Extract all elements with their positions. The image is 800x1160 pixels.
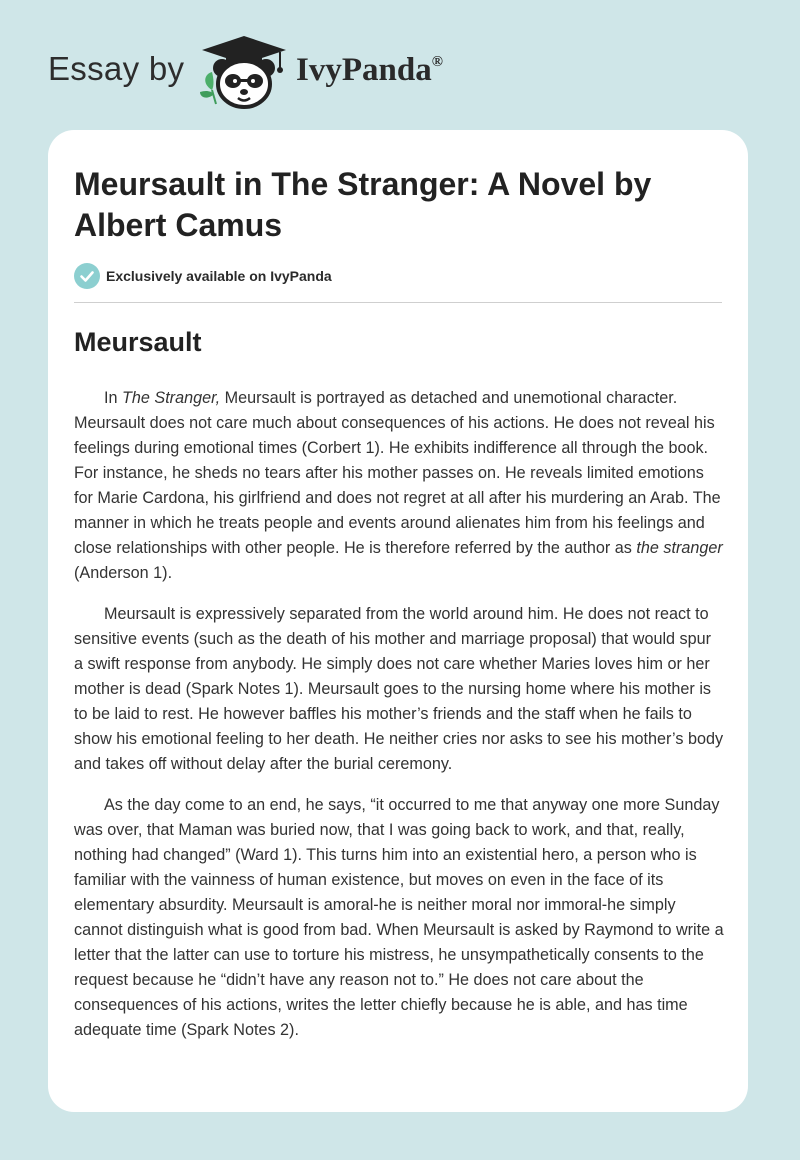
essay-paragraph	[74, 602, 724, 777]
site-header	[0, 0, 800, 130]
divider	[74, 302, 722, 303]
brand-name: IvyPanda®	[296, 52, 443, 88]
paragraph-text: In	[104, 389, 122, 407]
paragraph-text: Meursault is portrayed as detached and unemotional character. Meursault does not care much about consequences of his actions. He does not reveal his feelings during emotional times (Corbert 1). He exhibits indifference all through the book. For instance, he sheds no tears after his mother passes on. He reveals limited emotions for Marie Cardona, his girlfriend and does not regret at all after his murdering an Arab. The manner in which he treats people and events around alienates him from his feelings and close relationships with other people. He is therefore referred by the author as	[74, 389, 721, 557]
checkmark-badge-icon	[74, 263, 100, 289]
paragraph-text: As the day come to an end, he says, “it occurred to me that anyway one more Sunday was over, that Maman was buried now, that I was going back to work, and that, really, nothing had changed” (Ward 1). This turns him into an existential hero, a person who is familiar with the vainness of human existence, but moves on even in the face of its elementary absurdity. Meursault is amoral-he is neither moral nor immoral-he simply cannot distinguish what is good from bad. When Meursault is asked by Raymond to write a letter that the latter can use to torture his mistress, he unsympathetically consents to the request because he “didn’t have any reason not to.” He does not care about the consequences of his actions, writes the letter chiefly because he is able, and has time adequate time (Spark Notes 2).	[74, 796, 724, 1039]
essay-title: Meursault in The Stranger: A Novel by Albert Camus	[74, 166, 652, 243]
italic-text: The Stranger,	[122, 389, 221, 407]
registered-mark: ®	[431, 54, 443, 70]
essay-card	[48, 130, 748, 1112]
badge-text: Exclusively available on IvyPanda	[106, 268, 332, 284]
essay-paragraph	[74, 793, 724, 1043]
panda-graduate-icon	[198, 34, 290, 110]
paragraph-text: Meursault is expressively separated from the world around him. He does not react to sensitive events (such as the death of his mother and marriage proposal) that would spur a swift response from anybody. He simply does not care whether Maries loves him or her mother is dead (Spark Notes 1). Meursault goes to the nursing home where his mother is to be laid to rest. He however baffles his mother’s friends and the staff when he fails to show his emotional feeling to her death. He neither cries nor asks to see his mother’s body and takes off without delay after the burial ceremony.	[74, 605, 724, 773]
essay-body	[74, 386, 724, 1059]
paragraph-text: (Anderson 1).	[74, 564, 173, 582]
brand-prefix: Essay by	[48, 50, 185, 87]
essay-paragraph	[74, 386, 724, 586]
section-heading: Meursault	[74, 327, 202, 357]
italic-text: the stranger	[636, 539, 723, 557]
